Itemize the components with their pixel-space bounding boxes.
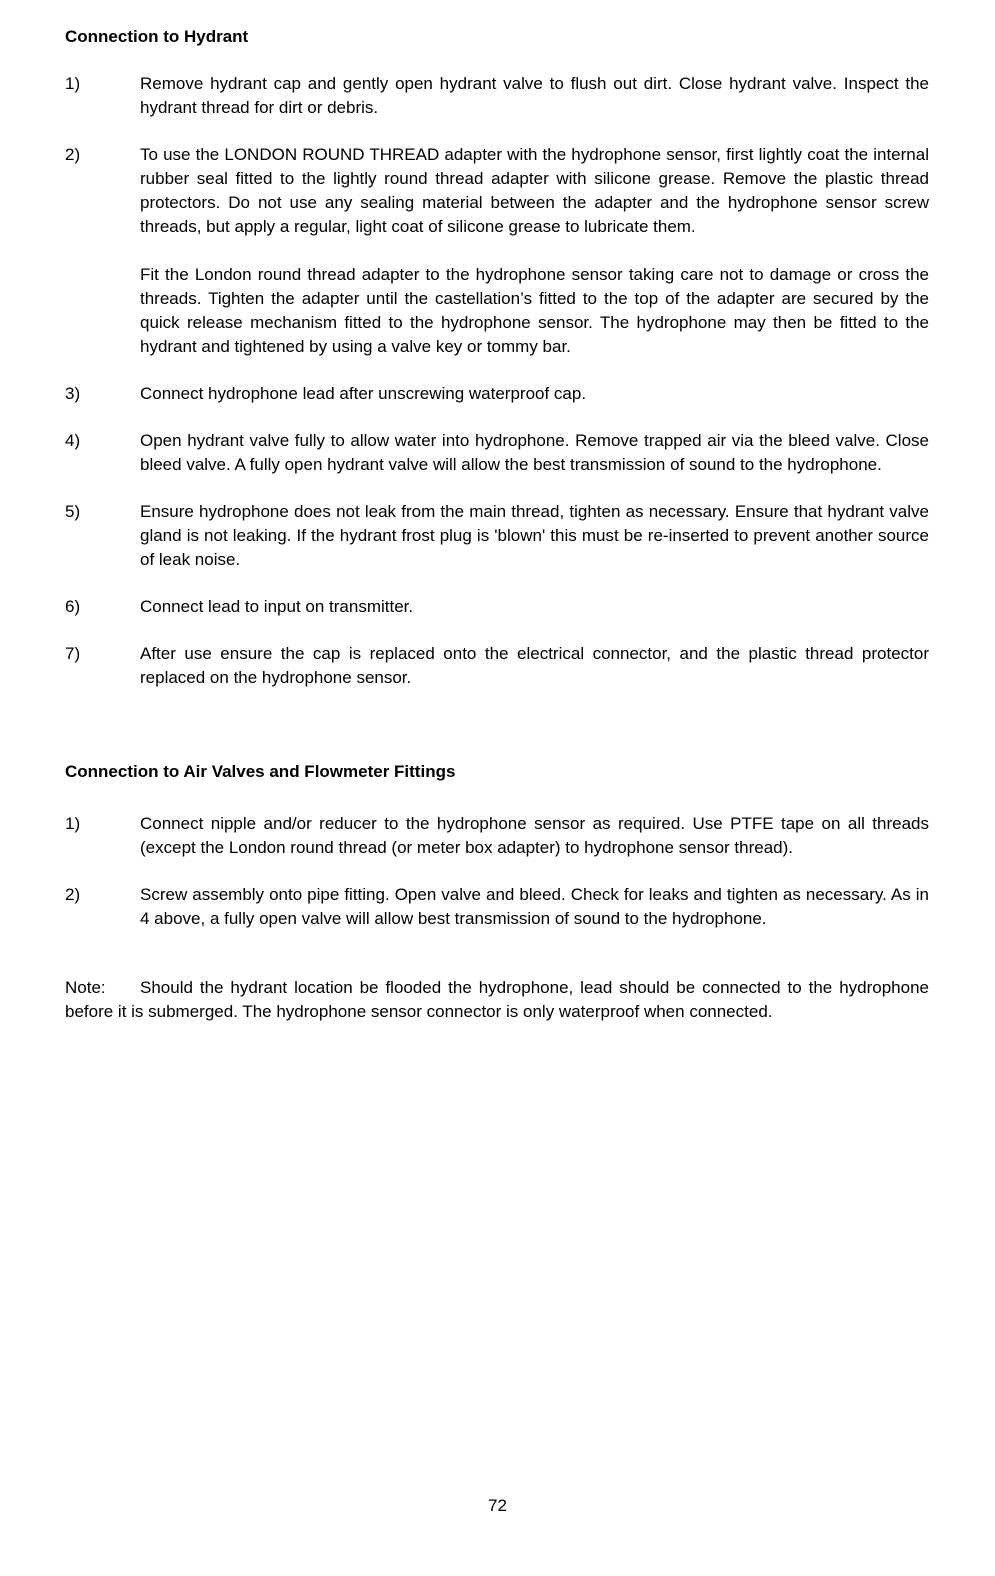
item-body: [140, 382, 929, 406]
item-number: 1): [65, 74, 81, 93]
item-number: 3): [65, 384, 81, 403]
item-body: [140, 500, 929, 572]
section-connection-to-air-valves: [65, 760, 929, 931]
item-body: [140, 143, 929, 359]
list-item: [65, 812, 929, 860]
list-item: [65, 500, 929, 572]
item-paragraph: To use the LONDON ROUND THREAD adapter with the hydrophone sensor, first lightly coat the internal rubber seal fitted to the lightly round thread adapter with silicone grease. Remove the plastic thread protectors. Do not use any sealing material between the adapter and the hydrophone sensor screw threads, but apply a regular, light coat of silicone grease to lubricate them.: [140, 145, 929, 236]
section-connection-to-hydrant: [65, 25, 929, 690]
item-paragraph: Open hydrant valve fully to allow water into hydrophone. Remove trapped air via the bleed valve. Close bleed valve. A fully open hydrant valve will allow the best transmission of sound to the hydrophone.: [140, 431, 929, 474]
section-heading: Connection to Hydrant: [65, 27, 249, 46]
note-paragraph: [65, 976, 929, 1024]
list-item: [65, 642, 929, 690]
item-number: 2): [65, 885, 81, 904]
item-paragraph: Screw assembly onto pipe fitting. Open valve and bleed. Check for leaks and tighten as necessary. As in 4 above, a fully open valve will allow best transmission of sound to the hydrophone.: [140, 885, 929, 928]
item-body: [140, 642, 929, 690]
item-body: [140, 595, 929, 619]
item-paragraph: Ensure hydrophone does not leak from the main thread, tighten as necessary. Ensure that hydrant valve gland is not leaking. If the hydrant frost plug is 'blown' this must be re-inserted to prevent another source of leak noise.: [140, 502, 929, 569]
item-number: 7): [65, 644, 81, 663]
item-paragraph: Connect lead to input on transmitter.: [140, 597, 414, 616]
note-text: Should the hydrant location be flooded the hydrophone, lead should be connected to the hydrophone before it is submerged. The hydrophone sensor connector is only waterproof when connected.: [65, 978, 929, 1021]
item-number: 5): [65, 502, 81, 521]
list-item: [65, 429, 929, 477]
item-paragraph: Fit the London round thread adapter to the hydrophone sensor taking care not to damage or cross the threads. Tighten the adapter until the castellation’s fitted to the top of the adapter are secured by the quick release mechanism fitted to the hydrophone sensor. The hydrophone may then be fitted to the hydrant and tightened by using a valve key or tommy bar.: [140, 265, 929, 356]
item-paragraph: After use ensure the cap is replaced onto the electrical connector, and the plastic thread protector replaced on the hydrophone sensor.: [140, 644, 929, 687]
item-body: [140, 883, 929, 931]
item-paragraph: Remove hydrant cap and gently open hydrant valve to flush out dirt. Close hydrant valve. Inspect the hydrant thread for dirt or debris.: [140, 74, 929, 117]
list-item: [65, 883, 929, 931]
item-body: [140, 812, 929, 860]
section-heading: Connection to Air Valves and Flowmeter Fittings: [65, 762, 456, 781]
list-item: [65, 382, 929, 406]
item-number: 4): [65, 431, 81, 450]
item-number: 2): [65, 145, 81, 164]
item-paragraph: Connect hydrophone lead after unscrewing waterproof cap.: [140, 384, 587, 403]
list-item: [65, 595, 929, 619]
page-number: 72: [488, 1496, 507, 1515]
note-label: Note:: [65, 978, 106, 997]
item-body: [140, 429, 929, 477]
item-number: 6): [65, 597, 81, 616]
list-item: [65, 72, 929, 120]
item-paragraph: Connect nipple and/or reducer to the hydrophone sensor as required. Use PTFE tape on all threads (except the London round thread (or meter box adapter) to hydrophone sensor thread).: [140, 814, 929, 857]
item-body: [140, 72, 929, 120]
item-number: 1): [65, 814, 81, 833]
list-item: [65, 143, 929, 359]
